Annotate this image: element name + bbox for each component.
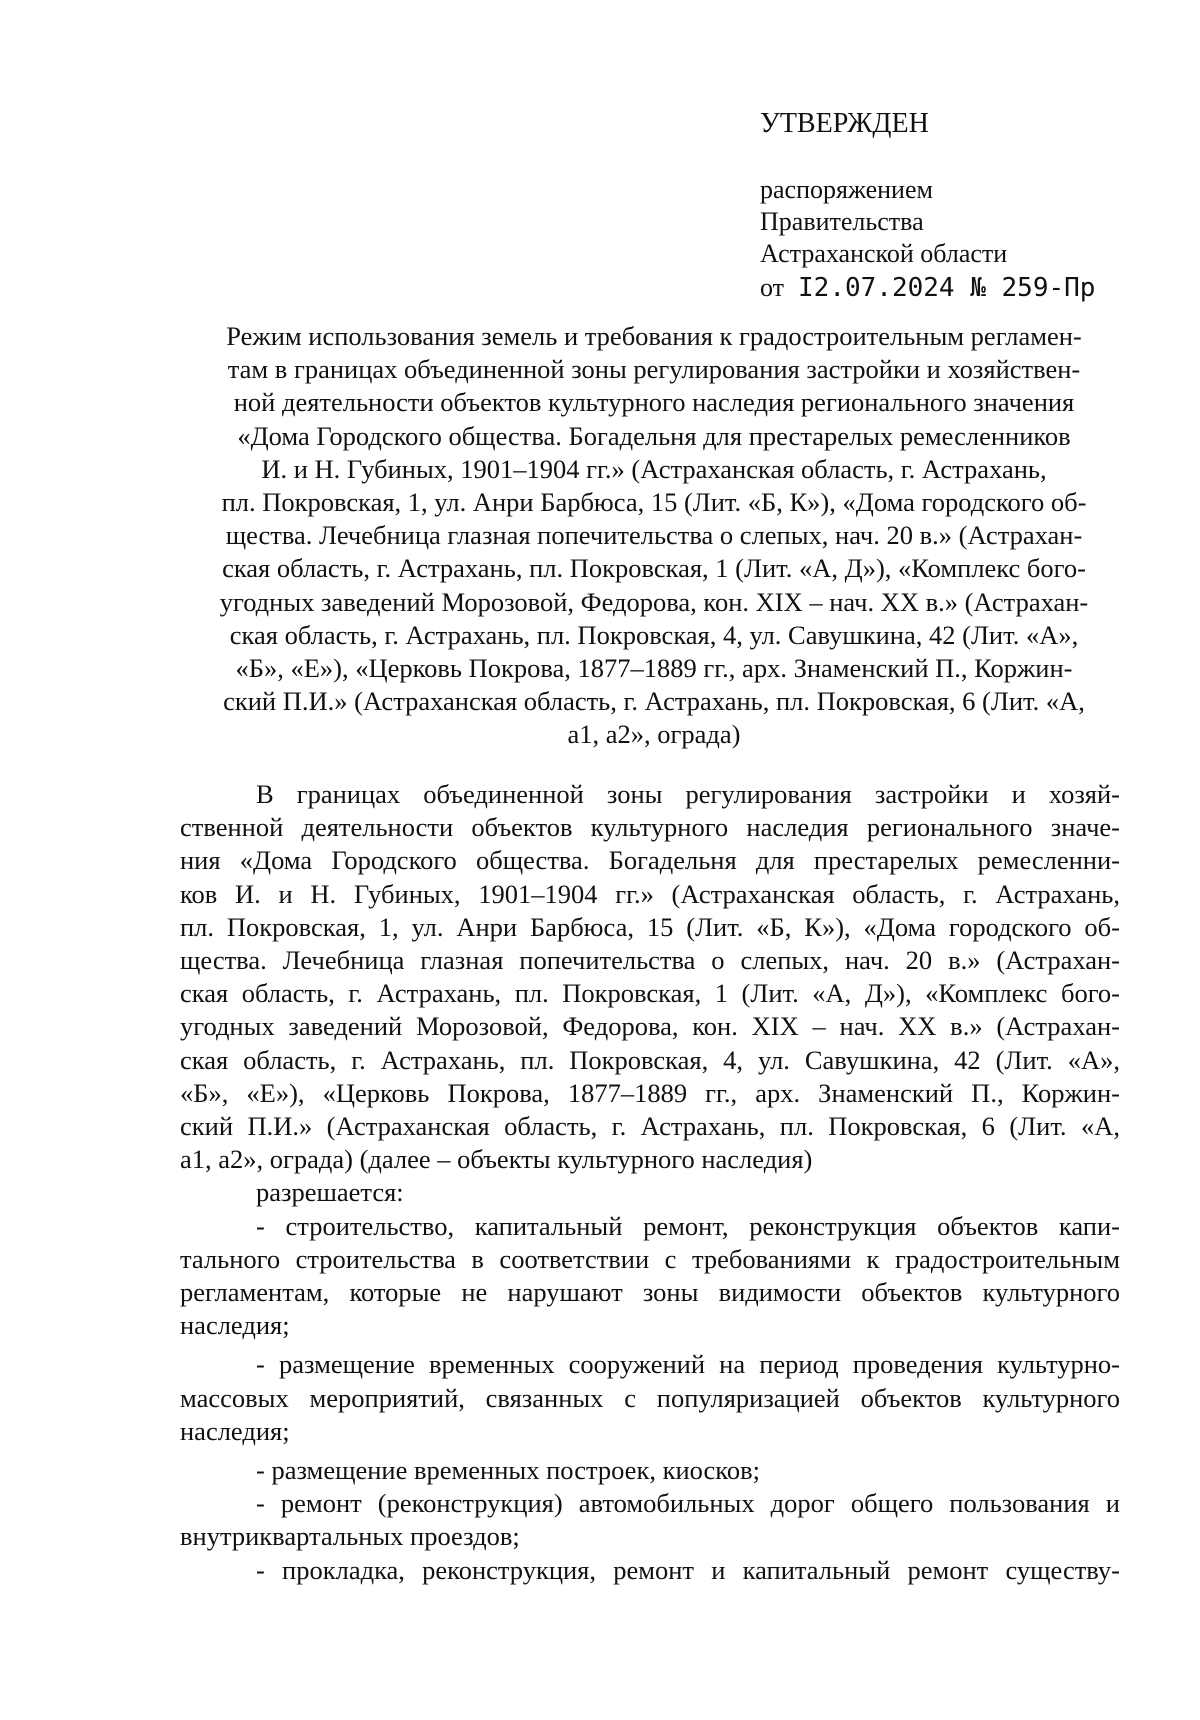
allowed-label: разрешается: [256,1177,404,1208]
title-line: И. и Н. Губиных, 1901–1904 гг.» (Астраханская область, г. Астрахань, [261,453,1047,484]
intro-line: ская область, г. Астрахань, пл. Покровская, 1 (Лит. «А, Д»), «Комплекс бого- [180,978,1120,1009]
list-item-line: - размещение временных сооружений на период проведения культурно- [256,1349,1120,1380]
approval-block [760,108,1160,304]
list-item-line: - строительство, капитальный ремонт, реконструкция объектов капи- [256,1210,1120,1241]
list-item-line: - ремонт (реконструкция) автомобильных дорог общего пользования и [256,1488,1120,1519]
list-item-line: наследия; [180,1310,290,1341]
title-line: ский П.И.» (Астраханская область, г. Астрахань, пл. Покровская, 6 (Лит. «А, [223,686,1085,717]
intro-line: «Б», «Е»), «Церковь Покрова, 1877–1889 гг., арх. Знаменский П., Коржин- [180,1077,1120,1108]
title-line: а1, а2», ограда) [567,719,741,750]
intro-line: ский П.И.» (Астраханская область, г. Астрахань, пл. Покровская, 6 (Лит. «А, [180,1111,1120,1142]
approval-heading: УТВЕРЖДЕН [760,108,929,139]
intro-line: пл. Покровская, 1, ул. Анри Барбюса, 15 (Лит. «Б, К»), «Дома городского об- [180,911,1120,942]
approval-line: распоряжением [760,175,933,204]
list-item-line: тального строительства в соответствии с требованиями к градостроительным [180,1243,1120,1274]
list-item-line: массовых мероприятий, связанных с популяризацией объектов культурного [180,1382,1120,1413]
approval-line: Астраханской области [760,239,1008,268]
list-item-line: - прокладка, реконструкция, ремонт и капитальный ремонт существу- [256,1554,1120,1585]
document-title [180,320,1128,752]
intro-line: щества. Лечебница глазная попечительства о слепых, нач. 20 в.» (Астрахан- [180,945,1120,976]
list-item-line: внутриквартальных проездов; [180,1521,520,1552]
title-line: ская область, г. Астрахань, пл. Покровская, 1 (Лит. «А, Д»), «Комплекс бого- [222,553,1086,584]
intro-line: ская область, г. Астрахань, пл. Покровская, 4, ул. Савушкина, 42 (Лит. «А», [180,1044,1120,1075]
intro-line: ственной деятельности объектов культурного наследия регионального значе- [180,812,1120,843]
list-item-line: наследия; [180,1415,290,1446]
intro-line: ков И. и Н. Губиных, 1901–1904 гг.» (Астраханская область, г. Астрахань, [180,878,1120,909]
title-line: «Дома Городского общества. Богадельня для престарелых ремесленников [237,420,1071,451]
list-item-line: - размещение временных построек, киосков; [256,1455,760,1486]
approval-date-line [760,272,1160,304]
title-line: угодных заведений Морозовой, Федорова, кон. XIX – нач. XX в.» (Астрахан- [219,586,1089,617]
title-line: пл. Покровская, 1, ул. Анри Барбюса, 15 (Лит. «Б, К»), «Дома городского об- [221,487,1087,518]
title-line: щества. Лечебница глазная попечительства о слепых, нач. 20 в.» (Астрахан- [225,520,1083,551]
title-line: там в границах объединенной зоны регулирования застройки и хозяйствен- [227,354,1081,385]
date-number-stamp: I2.07.2024 № 259-Пр [798,273,1096,303]
title-line: Режим использования земель и требования к градостроительным регламен- [226,321,1082,351]
date-prefix: от [760,273,785,302]
intro-line: ния «Дома Городского общества. Богадельня для престарелых ремесленни- [180,845,1120,876]
title-line: ская область, г. Астрахань, пл. Покровская, 4, ул. Савушкина, 42 (Лит. «А», [229,619,1079,650]
list-item-line: регламентам, которые не нарушают зоны видимости объектов культурного [180,1277,1120,1308]
title-line: «Б», «Е»), «Церковь Покрова, 1877–1889 гг., арх. Знаменский П., Коржин- [235,653,1073,684]
title-line: ной деятельности объектов культурного наследия регионального значения [233,387,1075,418]
approval-line: Правительства [760,207,924,236]
intro-line: а1, а2», ограда) (далее – объекты культурного наследия) [180,1144,813,1175]
intro-line: В границах объединенной зоны регулирования застройки и хозяй- [256,779,1120,809]
intro-line: угодных заведений Морозовой, Федорова, кон. XIX – нач. XX в.» (Астрахан- [180,1011,1120,1042]
document-body [180,778,1120,1587]
